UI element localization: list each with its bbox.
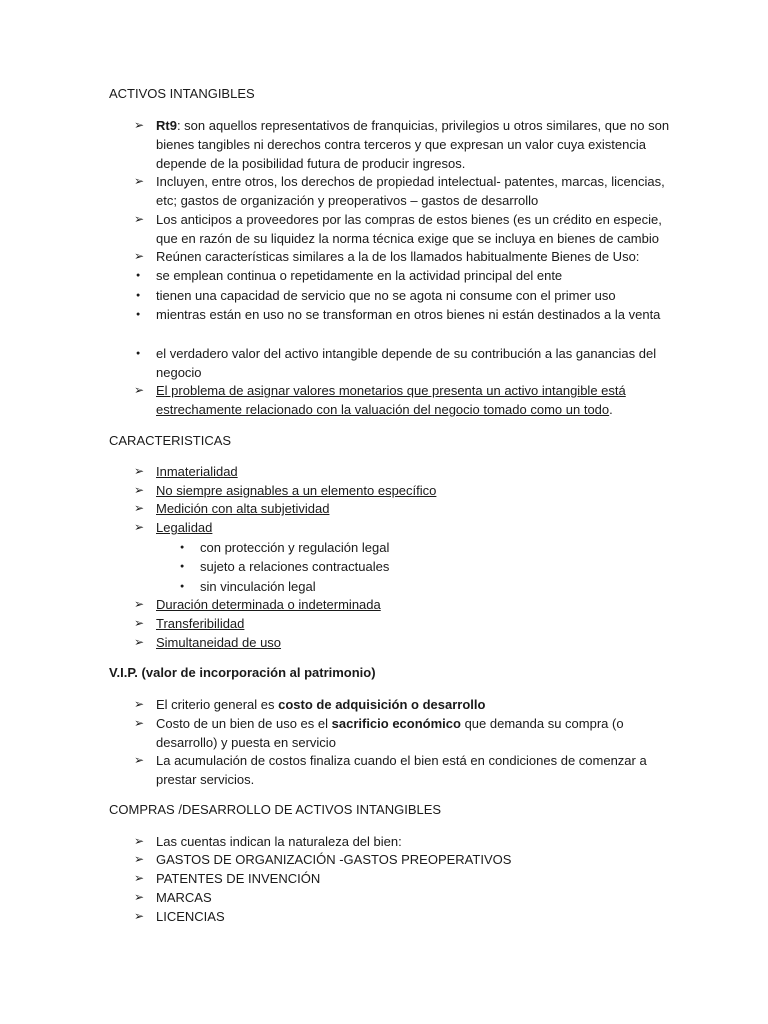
list-item: [134, 481, 674, 500]
arrow-bullet-icon: [134, 462, 154, 481]
arrow-bullet-icon: [134, 518, 154, 537]
item-text: Incluyen, entre otros, los derechos de propiedad intelectual- patentes, marcas, licencias, etc; gastos de organización y preoperativos – gastos de desarrollo: [156, 174, 665, 208]
item-text: mientras están en uso no se transforman en otros bienes ni están destinados a la venta: [156, 307, 661, 322]
item-text: sin vinculación legal: [200, 579, 316, 594]
arrow-bullet-icon: [134, 832, 154, 851]
arrow-bullet-icon: [134, 850, 154, 869]
item-suffix: que demanda su compra (o desarrollo) y puesta en servicio: [156, 716, 624, 750]
arrow-bullet-icon: [134, 116, 154, 135]
arrow-bullet-icon: [134, 869, 154, 888]
list-item: [134, 751, 674, 789]
dot-bullet-icon: [134, 286, 154, 307]
list-item: [134, 286, 674, 305]
list-item: [134, 850, 674, 869]
sub-list-item: [178, 538, 718, 557]
list-item: [134, 344, 674, 382]
item-prefix: Costo de un bien de uso es el: [156, 716, 332, 731]
list-item: [134, 247, 674, 266]
list-item: [134, 695, 674, 714]
item-text: LICENCIAS: [156, 909, 225, 924]
item-text: GASTOS DE ORGANIZACIÓN -GASTOS PREOPERATIVOS: [156, 852, 512, 867]
item-bold: sacrificio económico: [331, 716, 461, 731]
list-item: [134, 714, 674, 752]
list-item: [134, 305, 674, 324]
item-prefix: El criterio general es: [156, 697, 279, 712]
item-text: Duración determinada o indeterminada: [156, 597, 381, 612]
list-item: [134, 116, 674, 173]
arrow-bullet-icon: [134, 381, 154, 400]
item-text: Transferibilidad: [156, 616, 245, 631]
arrow-bullet-icon: [134, 751, 154, 770]
arrow-bullet-icon: [134, 614, 154, 633]
item-suffix: .: [609, 402, 613, 417]
arrow-bullet-icon: [134, 714, 154, 733]
item-text: el verdadero valor del activo intangible depende de su contribución a las ganancias del negocio: [156, 346, 657, 380]
item-text: No siempre asignables a un elemento específico: [156, 483, 437, 498]
sub-list-item: [178, 577, 718, 596]
section-title-compras-desarrollo: COMPRAS /DESARROLLO DE ACTIVOS INTANGIBLES: [109, 802, 442, 817]
arrow-bullet-icon: [134, 210, 154, 229]
item-text: se emplean continua o repetidamente en la actividad principal del ente: [156, 268, 563, 283]
item-text: Los anticipos a proveedores por las compras de estos bienes (es un crédito en especie, que en razón de su liquidez la norma técnica exige que se incluya en bienes de cambio: [156, 212, 662, 246]
list-item: [134, 518, 674, 537]
item-text: PATENTES DE INVENCIÓN: [156, 871, 321, 886]
item-text: La acumulación de costos finaliza cuando el bien está en condiciones de comenzar a prestar servicios.: [156, 753, 647, 787]
list-item: [134, 172, 674, 210]
arrow-bullet-icon: [134, 499, 154, 518]
arrow-bullet-icon: [134, 595, 154, 614]
dot-bullet-icon: [178, 557, 198, 578]
item-text: El problema de asignar valores monetarios que presenta un activo intangible está estrechamente relacionado con la valuación del negocio tomado como un todo: [156, 383, 626, 417]
item-text: con protección y regulación legal: [200, 540, 390, 555]
section-title-activos-intangibles: ACTIVOS INTANGIBLES: [109, 86, 255, 101]
list-item: [134, 462, 674, 481]
arrow-bullet-icon: [134, 695, 154, 714]
section-title-caracteristicas: CARACTERISTICAS: [109, 433, 232, 448]
arrow-bullet-icon: [134, 172, 154, 191]
arrow-bullet-icon: [134, 633, 154, 652]
list-item: [134, 381, 674, 419]
section-title-vip: V.I.P. (valor de incorporación al patrimonio): [109, 665, 376, 680]
list-item: [134, 210, 674, 248]
item-text: Las cuentas indican la naturaleza del bien:: [156, 834, 402, 849]
dot-bullet-icon: [134, 266, 154, 287]
dot-bullet-icon: [134, 305, 154, 326]
item-text: : son aquellos representativos de franquicias, privilegios u otros similares, que no son bienes tangibles ni derechos contra terceros y que expresan un valor cuya existencia depende de la posibilidad futura de producir ingresos.: [156, 118, 670, 171]
list-item: [134, 832, 674, 851]
item-text: Medición con alta subjetividad: [156, 501, 330, 516]
item-text: Legalidad: [156, 520, 213, 535]
item-label: Rt9: [156, 118, 177, 133]
item-text: Reúnen características similares a la de los llamados habitualmente Bienes de Uso:: [156, 249, 640, 264]
sub-list-item: [178, 557, 718, 576]
item-text: sujeto a relaciones contractuales: [200, 559, 390, 574]
item-text: tienen una capacidad de servicio que no se agota ni consume con el primer uso: [156, 288, 616, 303]
item-text: MARCAS: [156, 890, 212, 905]
list-item: [134, 595, 674, 614]
arrow-bullet-icon: [134, 247, 154, 266]
item-text: Inmaterialidad: [156, 464, 238, 479]
list-item: [134, 907, 674, 926]
dot-bullet-icon: [178, 538, 198, 559]
list-item: [134, 888, 674, 907]
list-item: [134, 499, 674, 518]
item-text: Simultaneidad de uso: [156, 635, 282, 650]
list-item: [134, 614, 674, 633]
list-item: [134, 869, 674, 888]
list-item: [134, 266, 674, 285]
list-item: [134, 633, 674, 652]
arrow-bullet-icon: [134, 481, 154, 500]
item-bold: costo de adquisición o desarrollo: [278, 697, 486, 712]
arrow-bullet-icon: [134, 907, 154, 926]
arrow-bullet-icon: [134, 888, 154, 907]
dot-bullet-icon: [134, 344, 154, 365]
